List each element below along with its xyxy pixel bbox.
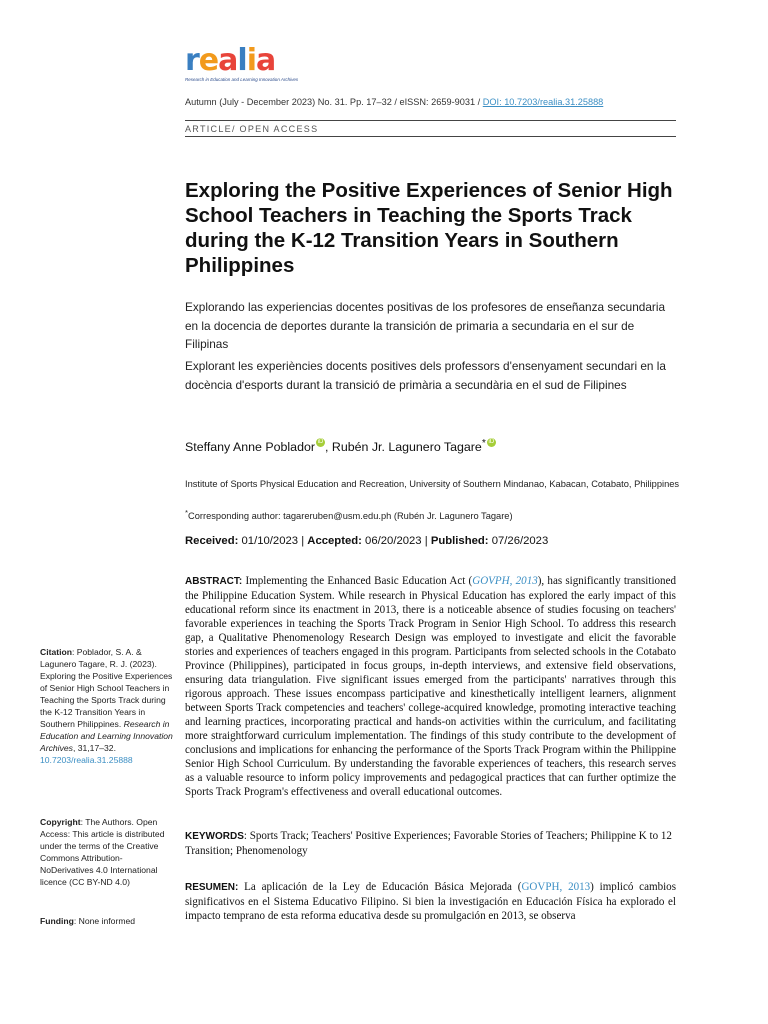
logo-letter: r <box>185 43 199 78</box>
cite-year: 2013 <box>568 881 591 893</box>
resumen-text: ) implicó cambios significativos en el Sistema Educativo Filipino. Si bien la investigación en Educación Física ha explorado el impacto temprano de esta reforma educativa desde su promulgación en 2013, se observa <box>185 881 676 922</box>
doi-link[interactable]: DOI: 10.7203/realia.31.25888 <box>482 97 604 107</box>
sidebar-copyright <box>40 816 175 888</box>
published-label: Published: <box>430 535 489 547</box>
logo-letter: a <box>218 43 238 78</box>
abstract-label: ABSTRACT: <box>185 576 243 587</box>
accepted-label: Accepted: <box>307 535 362 547</box>
journal-info <box>185 97 603 107</box>
title-spanish: Explorando las experiencias docentes positivas de los profesores de enseñanza secundaria en la docencia de deportes durante la transición de primaria a secundaria en el sur de Filipinas <box>185 300 666 351</box>
funding-text: : None informed <box>73 916 136 926</box>
copyright-label: Copyright <box>40 817 81 827</box>
citation-text: : Poblador, S. A. & Lagunero Tagare, R. J. (2023). Exploring the Positive Experiences of Senior High School Teachers in Teaching the Sports Track during the K-12 Transition Years in Southern Philippines. <box>40 647 173 729</box>
sidebar-funding <box>40 915 175 927</box>
corresponding-text: Corresponding author: tagareruben@usm.edu.ph (Rubén Jr. Lagunero Tagare) <box>188 511 513 522</box>
affiliation: Institute of Sports Physical Education and Recreation, University of Southern Mindanao, Kabacan, Cotabato, Philippines <box>185 479 680 489</box>
cite-name: GOVPH <box>472 575 510 587</box>
sidebar-citation <box>40 646 175 766</box>
divider <box>185 120 676 121</box>
logo-letter: e <box>198 43 219 78</box>
citation-label: Citation <box>40 647 72 657</box>
corresponding-author <box>185 508 513 521</box>
date-separator: | <box>424 535 428 547</box>
cite-sep: , <box>509 575 516 587</box>
citation-journal: Research in Education and Learning Innovation Archives <box>40 719 173 753</box>
logo-letter: a <box>256 43 276 78</box>
cite-year: 2013 <box>515 575 538 587</box>
keywords <box>185 829 676 858</box>
author-name: Rubén Jr. Lagunero Tagare <box>331 440 482 455</box>
article-dates <box>185 535 548 547</box>
keywords-label: KEYWORDS <box>185 831 244 842</box>
divider <box>185 136 676 137</box>
keywords-text: : Sports Track; Teachers' Positive Experiences; Favorable Stories of Teachers; Philippine K to 12 Transition; Phenomenology <box>185 830 672 857</box>
citation-link[interactable] <box>521 881 590 893</box>
corresponding-mark: * <box>481 438 486 449</box>
logo-letter: l <box>237 43 247 78</box>
citation-doi-link[interactable]: 10.7203/realia.31.25888 <box>40 755 133 765</box>
title-catalan: Explorant les experiències docents positives dels professors d'ensenyament secundari en la docència d'esports durant la transició de primària a secundària en el sud de Filipines <box>185 359 666 392</box>
abstract <box>185 574 676 799</box>
received-date: 01/10/2023 <box>241 535 299 547</box>
abstract-text-pre: Implementing the Enhanced Basic Education Act ( <box>242 575 473 587</box>
copyright-text: : The Authors. Open Access: This article is distributed under the terms of the Creative Commons Attribution-NoDerivatives 4.0 International licence (CC BY-ND 4.0) <box>40 817 165 887</box>
funding-label: Funding <box>40 916 74 926</box>
received-label: Received: <box>185 535 239 547</box>
abstract-text: ), has significantly transitioned the Philippine Education System. While research in Physical Education has explored the early impact of this educational reform since its enactment in 2013, there is a noticeable absence of studies focusing on teachers' favorable experiences in teaching the Sports Track Program in Senior High School. To address this research gap, a Qualitative Phenomenology Research Design was employed to investigate and elicit the favorable stories and experiences of teachers engaged in this program. Participants from selected schools in the Cotabato Province (Philippines), participated in focus groups, in-depth interviews, and extensive field observations, ensuring data triangulation. Five significant issues emerged from the participants' narratives through this rigorous approach. These issues encompass participative and kinesthetically intelligent learners, alignment between Sports Track competencies and teachers' college-acquired knowledge, promoting interactive teaching and learning practices, incorporating practical and hands-on activities within the curriculum, and facilitating more straightforward curriculum implementation. The findings of this study contribute to the development of conclusions and implications for enhancing the performance of the Sports Track Program within the Philippine Senior High School Curriculum. By understanding the favorable experiences of teachers, this research serves as a valuable resource to inform policy improvements and pedagogical practices that can further optimize the Sports Track Program's effectiveness and overall educational outcomes. <box>185 575 676 798</box>
section-label: ARTICLE/ OPEN ACCESS <box>185 124 319 134</box>
journal-issue: Autumn (July - December 2023) No. 31. Pp. 17–32 / eISSN: 2659-9031 / <box>185 97 483 107</box>
date-separator: | <box>301 535 305 547</box>
journal-logo <box>185 43 315 86</box>
published-date: 07/26/2023 <box>491 535 549 547</box>
citation-pages: , 31,17–32. <box>72 743 116 753</box>
corresponding-mark: * <box>185 508 189 517</box>
resumen-label: RESUMEN: <box>185 882 239 893</box>
author-list <box>185 438 496 454</box>
logo-subtitle: Research in Education and Learning Innovation Archives <box>185 77 299 82</box>
logo-wordmark <box>185 43 315 78</box>
orcid-icon[interactable]: iD <box>488 439 495 445</box>
orcid-icon[interactable]: iD <box>317 439 324 445</box>
accepted-date: 06/20/2023 <box>365 535 422 547</box>
cite-name: GOVPH <box>521 881 560 893</box>
resumen-text-pre: La aplicación de la Ley de Educación Básica Mejorada ( <box>238 881 522 893</box>
resumen <box>185 880 676 923</box>
article-title: Exploring the Positive Experiences of Senior High School Teachers in Teaching the Sports Track during the K-12 Transition Years in Southern Philippines <box>185 179 673 277</box>
author-name: Steffany Anne Poblador <box>185 440 315 455</box>
cite-sep: , <box>559 881 569 893</box>
author-separator: , <box>324 440 332 455</box>
logo-letter: i <box>246 43 256 78</box>
citation-link[interactable] <box>472 575 538 587</box>
